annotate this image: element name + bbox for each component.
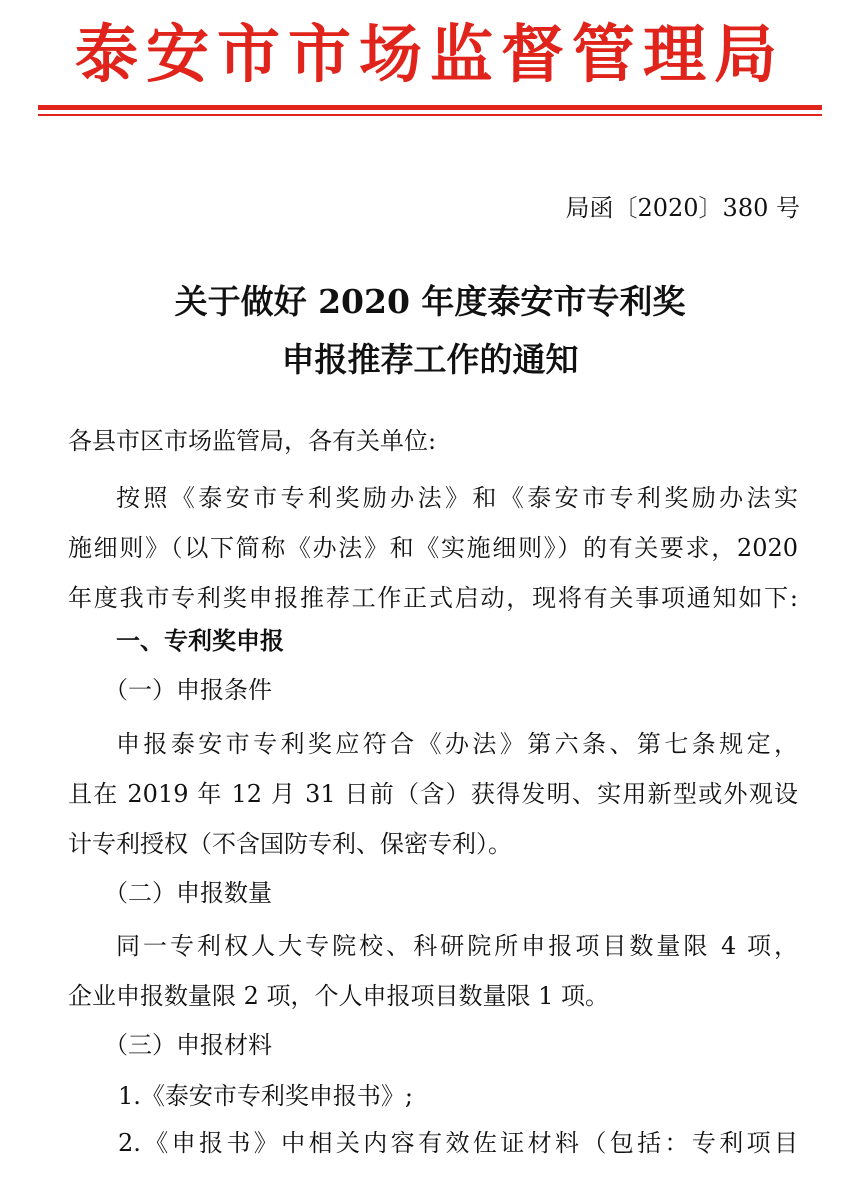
list-item: 2.《申报书》中相关内容有效佐证材料（包括：专利项目	[118, 1129, 798, 1157]
subsection-heading: （二）申报数量	[104, 879, 272, 907]
paragraph-line: 同一专利权人大专院校、科研院所申报项目数量限 4 项，	[116, 932, 798, 960]
paragraph-line: 计专利授权（不含国防专利、保密专利）。	[68, 830, 512, 858]
paragraph-line: 按照《泰安市专利奖励办法》和《泰安市专利奖励办法实	[116, 484, 798, 512]
subsection-heading: （一）申报条件	[104, 676, 272, 704]
list-item: 1.《泰安市专利奖申报书》;	[118, 1082, 413, 1110]
paragraph-line: 施细则》（以下简称《办法》和《实施细则》）的有关要求，2020	[68, 534, 798, 562]
subsection-heading: （三）申报材料	[104, 1031, 272, 1059]
letterhead-rule-thin	[38, 114, 822, 116]
letterhead-title: 泰安市市场监督管理局	[75, 18, 785, 91]
document-number: 局函〔2020〕380 号	[565, 194, 800, 222]
salutation: 各县市区市场监管局，各有关单位:	[68, 427, 437, 455]
section-heading: 一、专利奖申报	[116, 627, 284, 655]
notice-title-line-1: 关于做好 2020 年度泰安市专利奖	[174, 282, 686, 321]
notice-title-line-2: 申报推荐工作的通知	[281, 340, 579, 379]
paragraph-line: 且在 2019 年 12 月 31 日前（含）获得发明、实用新型或外观设	[68, 780, 798, 808]
paragraph-line: 年度我市专利奖申报推荐工作正式启动，现将有关事项通知如下:	[68, 584, 798, 612]
paragraph-line: 申报泰安市专利奖应符合《办法》第六条、第七条规定，	[116, 730, 798, 758]
paragraph-line: 企业申报数量限 2 项，个人申报项目数量限 1 项。	[68, 982, 610, 1010]
letterhead-rule-thick	[38, 105, 822, 110]
